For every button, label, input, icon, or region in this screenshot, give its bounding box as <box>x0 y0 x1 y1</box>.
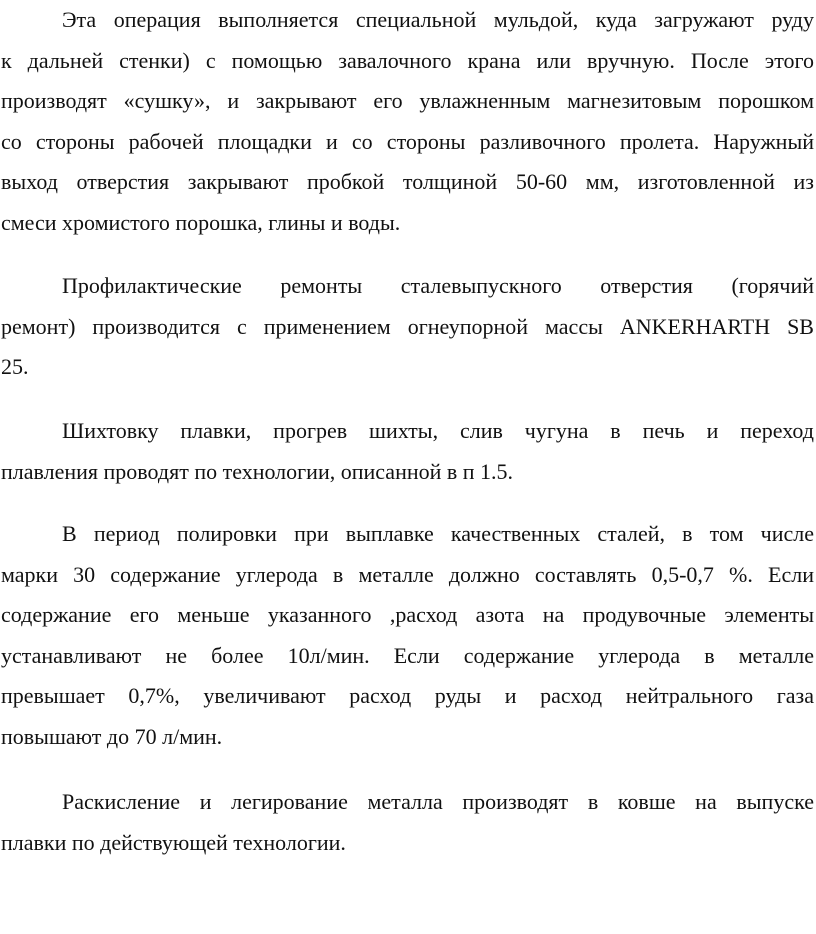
text-line: 25. <box>1 354 29 379</box>
text-line: Профилактические ремонты сталевыпускного отверстия (горячий <box>62 273 814 298</box>
paragraph-polishing-period <box>1 514 814 757</box>
text-line: плавки по действующей технологии. <box>1 829 346 855</box>
text-line: ремонт) производится с применением огнеупорной массы ANKERHARTH SB <box>1 313 814 339</box>
text-line: марки 30 содержание углерода в металле должно составлять 0,5-0,7 %. Если <box>1 561 814 587</box>
text-line: Раскисление и легирование металла производят в ковше на выпуске <box>62 789 814 814</box>
text-line: со стороны рабочей площадки и со стороны разливочного пролета. Наружный <box>1 128 814 154</box>
text-line: устанавливают не более 10л/мин. Если содержание углерода в металле <box>1 642 814 668</box>
text-line: В период полировки при выплавке качественных сталей, в том числе <box>62 521 814 546</box>
text-line: к дальней стенки) с помощью завалочного крана или вручную. После этого <box>1 47 814 73</box>
text-line: производят «сушку», и закрывают его увлажненным магнезитовым порошком <box>1 88 814 113</box>
text-line: смеси хромистого порошка, глины и воды. <box>1 209 401 235</box>
paragraph-deoxidation <box>1 782 814 863</box>
text-line: содержание его меньше указанного ,расход азота на продувочные элементы <box>1 602 814 627</box>
paragraph-ore-loading <box>1 0 814 243</box>
text-line: Эта операция выполняется специальной мульдой, куда загружают руду <box>62 7 814 32</box>
text-line: плавления проводят по технологии, описанной в п 1.5. <box>1 458 514 484</box>
text-line: превышает 0,7%, увеличивают расход руды и расход нейтрального газа <box>1 683 814 708</box>
text-line: повышают до 70 л/мин. <box>1 723 223 749</box>
paragraph-preventive-repairs <box>1 266 814 388</box>
text-line: выход отверстия закрывают пробкой толщиной 50-60 мм, изготовленной из <box>1 169 814 194</box>
paragraph-charging <box>1 411 814 492</box>
text-line: Шихтовку плавки, прогрев шихты, слив чугуна в печь и переход <box>62 418 814 443</box>
